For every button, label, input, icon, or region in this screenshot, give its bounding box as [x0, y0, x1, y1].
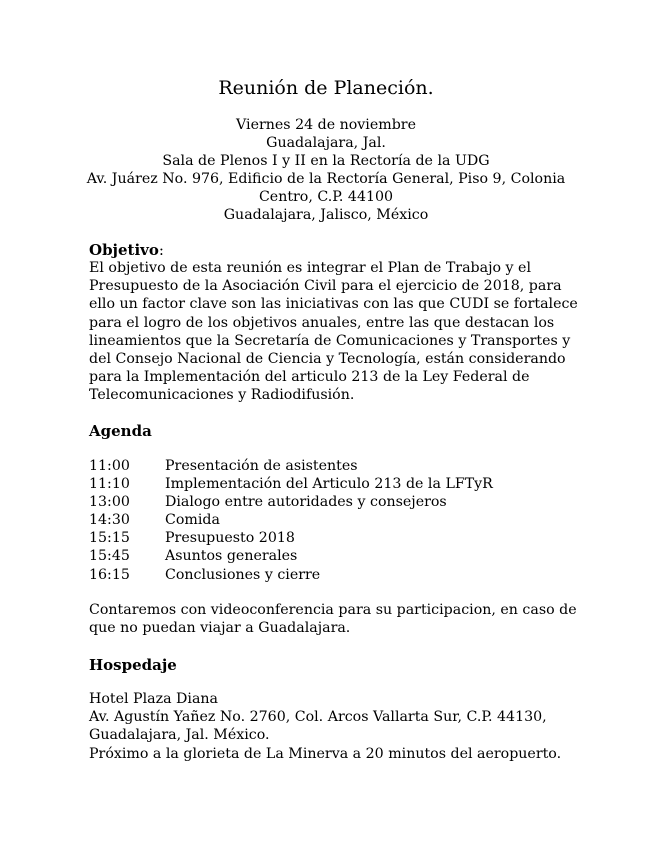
objetivo-heading [89, 240, 164, 260]
agenda-label: Conclusiones y cierre [165, 566, 321, 583]
objetivo-heading-colon: : [158, 241, 164, 259]
hospedaje-heading: Hospedaje [89, 656, 177, 674]
agenda-list [89, 457, 493, 584]
objetivo-line: El objetivo de esta reunión es integrar el Plan de Trabajo y el [89, 260, 531, 276]
agenda-time: 16:15 [89, 566, 130, 583]
videoconferencia-line: Contaremos con videoconferencia para su participacion, en caso de [89, 602, 577, 618]
agenda-label: Implementación del Articulo 213 de la LFTyR [165, 476, 493, 493]
meeting-date: Viernes 24 de noviembre [236, 117, 416, 133]
objetivo-line: para la Implementación del articulo 213 de la Ley Federal de [89, 369, 530, 386]
videoconferencia-paragraph [89, 601, 577, 637]
agenda-item [89, 475, 493, 493]
agenda-item [89, 566, 493, 584]
meeting-city: Guadalajara, Jal. [266, 135, 386, 151]
agenda-label: Dialogo entre autoridades y consejeros [165, 494, 447, 511]
objetivo-paragraph [89, 259, 578, 405]
meeting-address-line-2: Centro, C.P. 44100 [258, 189, 394, 205]
agenda-time: 11:00 [89, 458, 130, 474]
hotel-location-note: Próximo a la glorieta de La Minerva a 20 minutos del aeropuerto. [89, 745, 562, 762]
objetivo-line: del Consejo Nacional de Ciencia y Tecnología, están considerando [89, 351, 566, 368]
agenda-item [89, 529, 493, 547]
agenda-item [89, 511, 493, 529]
meeting-venue: Sala de Plenos I y II en la Rectoría de la UDG [162, 153, 490, 169]
agenda-heading: Agenda [89, 422, 152, 440]
agenda-label: Asuntos generales [165, 548, 298, 565]
agenda-time: 15:15 [89, 530, 130, 547]
meeting-address-line-3: Guadalajara, Jalisco, México [223, 207, 429, 223]
page-title: Reunión de Planeción. [218, 77, 434, 99]
objetivo-line: Presupuesto de la Asociación Civil para el ejercicio de 2018, para [89, 278, 562, 295]
agenda-time: 13:00 [89, 494, 130, 511]
agenda-item [89, 457, 493, 475]
agenda-label: Comida [165, 512, 220, 529]
agenda-time: 15:45 [89, 548, 130, 565]
hospedaje-paragraph [89, 690, 561, 763]
agenda-item [89, 493, 493, 511]
agenda-label: Presentación de asistentes [165, 458, 358, 474]
meeting-address-line-1: Av. Juárez No. 976, Edificio de la Rectoría General, Piso 9, Colonia [86, 171, 566, 187]
agenda-time: 11:10 [89, 476, 130, 493]
objetivo-heading-text: Objetivo [89, 241, 159, 259]
agenda-label: Presupuesto 2018 [165, 530, 295, 547]
agenda-time: 14:30 [89, 512, 130, 529]
agenda-item [89, 547, 493, 565]
objetivo-line: Telecomunicaciones y Radiodifusión. [89, 387, 355, 404]
objetivo-line: ello un factor clave son las iniciativas con las que CUDI se fortalece [89, 296, 578, 313]
objetivo-line: para el logro de los objetivos anuales, entre las que destacan los [89, 314, 555, 331]
hotel-address-line-1: Av. Agustín Yañez No. 2760, Col. Arcos Vallarta Sur, C.P. 44130, [89, 709, 547, 726]
objetivo-line: lineamientos que la Secretaría de Comunicaciones y Transportes y [89, 332, 571, 349]
meeting-details [60, 116, 592, 224]
hotel-address-line-2: Guadalajara, Jal. México. [89, 727, 270, 744]
hotel-name: Hotel Plaza Diana [89, 691, 219, 707]
videoconferencia-line: que no puedan viajar a Guadalajara. [89, 620, 351, 637]
